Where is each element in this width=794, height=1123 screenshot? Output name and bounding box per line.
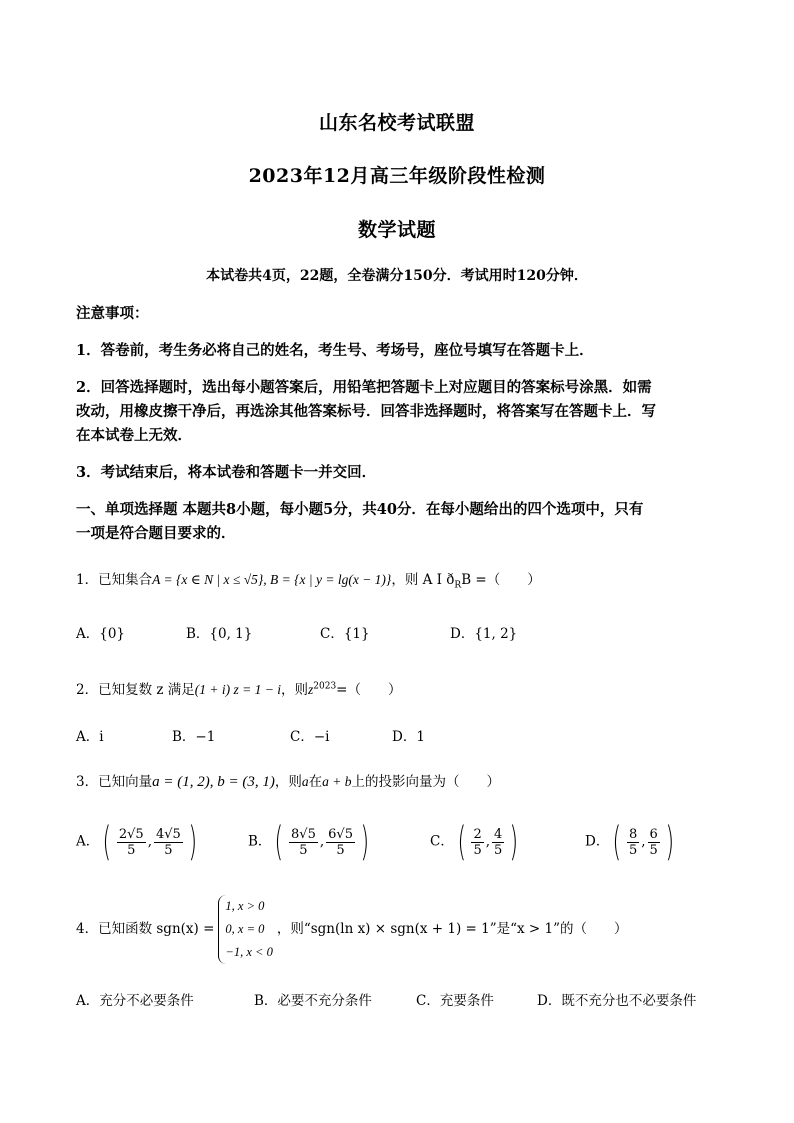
fraction <box>154 827 183 858</box>
question-1-stem <box>76 568 726 591</box>
note-2-line-2: 改动，用橡皮擦干净后，再选涂其他答案标号．回答非选择题时，将答案写在答题卡上．写 <box>76 403 656 420</box>
fraction <box>648 827 660 858</box>
q2-equation: (1 + i) z = 1 − i <box>194 682 281 697</box>
exam-info: 本试卷共4页，22题，全卷满分150分．考试用时120分钟． <box>206 268 588 284</box>
section-1-line-1: 一、单项选择题 本题共8小题，每小题5分，共40分．在每小题给出的四个选项中，只有 <box>76 501 644 518</box>
q4-case-3: −1, x < 0 <box>225 945 273 959</box>
right-paren-icon: ) <box>509 819 519 865</box>
numerator: 4√5 <box>155 826 181 842</box>
q2-option-c[interactable]: C．−i <box>290 729 330 745</box>
question-3-stem <box>76 770 726 791</box>
numerator: 8 <box>628 826 638 842</box>
denominator: 5 <box>494 842 503 858</box>
exam-league-title: 山东名校考试联盟 <box>318 112 475 134</box>
note-2-line-3: 在本试卷上无效． <box>76 427 192 444</box>
q3-end: 上的投影向量为（ ） <box>351 774 500 790</box>
denominator: 5 <box>164 842 173 858</box>
q1-prefix: 1．已知集合 <box>76 572 153 588</box>
notes-heading: 注意事项： <box>76 305 149 322</box>
right-paren-icon: ) <box>360 819 370 865</box>
question-4-stem <box>76 895 726 964</box>
q1-option-d[interactable]: D．{1, 2} <box>450 626 518 642</box>
q4-case-1: 1, x > 0 <box>225 899 265 913</box>
q2-option-b[interactable]: B．−1 <box>172 729 216 745</box>
fraction <box>492 827 504 858</box>
left-paren-icon: ( <box>274 819 284 865</box>
q4-option-a[interactable]: A．充分不必要条件 <box>76 993 194 1009</box>
fraction <box>627 827 639 858</box>
q4-piecewise-cases <box>218 895 272 964</box>
q4-option-c[interactable]: C．充要条件 <box>416 993 494 1009</box>
denominator: 5 <box>127 842 136 858</box>
section-1-line-2: 一项是符合题目要求的． <box>76 525 236 542</box>
denominator: 5 <box>628 842 638 858</box>
q2-exponent: 2023 <box>313 681 337 692</box>
numerator: 8√5 <box>291 826 316 842</box>
q3-option-d[interactable]: D．( $\frac{8}{5}$ , $\frac{6}{5}$ ) <box>585 819 674 865</box>
fraction <box>289 827 318 858</box>
q4-option-b[interactable]: B．必要不充分条件 <box>254 993 372 1009</box>
q3-option-c[interactable]: C．( $\frac{2}{5}$ , $\frac{4}{5}$ ) <box>430 819 519 865</box>
note-1: 1．答卷前，考生务必将自己的姓名，考生号、考场号，座位号填写在答题卡上． <box>76 342 594 359</box>
denominator: 5 <box>649 842 658 858</box>
note-3: 3．考试结束后，将本试卷和答题卡一并交回． <box>76 464 377 481</box>
q2-end: =（ ） <box>336 682 402 698</box>
subject-title: 数学试题 <box>357 219 436 241</box>
q1-option-a[interactable]: A．{0} <box>76 626 126 642</box>
q4-option-d[interactable]: D．既不充分也不必要条件 <box>537 993 697 1009</box>
numerator: 6 <box>649 826 658 842</box>
q3-mid: ，则 <box>274 774 302 790</box>
q3-option-c-label: C． <box>430 833 454 850</box>
denominator: 5 <box>336 842 345 858</box>
q3-a: a <box>301 774 309 789</box>
q3-option-b[interactable]: B．( $\frac{8√5}{5}$ , $\frac{6√5}{5}$ ) <box>248 819 370 865</box>
q1-sub: R <box>454 580 462 591</box>
q3-option-a-label: A． <box>76 833 100 850</box>
q1-suffix: ，则 A I ð <box>391 572 455 588</box>
q3-on: 在 <box>308 774 323 790</box>
numerator: 2 <box>473 826 482 842</box>
q2-prefix: 2．已知复数 z 满足 <box>76 682 195 698</box>
q2-z: z <box>308 682 314 697</box>
q1-option-c[interactable]: C．{1} <box>320 626 370 642</box>
left-paren-icon: ( <box>457 819 466 865</box>
q3-option-b-label: B． <box>248 833 272 850</box>
q3-a-plus-b: a + b <box>322 774 352 789</box>
q3-option-a[interactable]: A．( $\frac{2√5}{5}$ , $\frac{4√5}{5}$ ) <box>76 819 197 865</box>
note-2-line-1: 2．回答选择题时，选出每小题答案后，用铅笔把答题卡上对应题目的答案标号涂黑．如需 <box>76 379 652 396</box>
q1-set-a: A = {x ∈ N | x ≤ √5} <box>152 572 264 587</box>
right-paren-icon: ) <box>665 819 674 865</box>
q2-mid: ，则 <box>281 682 308 698</box>
q4-mid: ，则“sgn(ln x) × sgn(x + 1) = 1”是“x > 1”的（ ） <box>276 921 628 937</box>
numerator: 4 <box>494 826 503 842</box>
question-2-stem <box>76 678 726 698</box>
q4-case-2: 0, x = 0 <box>225 922 265 936</box>
exam-date-title: 2023年12月高三年级阶段性检测 <box>248 165 546 187</box>
left-paren-icon: ( <box>102 819 112 865</box>
q2-option-d[interactable]: D．1 <box>392 729 425 745</box>
fraction <box>117 827 146 858</box>
q3-vectors: a = (1, 2), b = (3, 1) <box>152 774 275 790</box>
numerator: 6√5 <box>328 826 353 842</box>
fraction <box>326 827 355 858</box>
fraction <box>471 827 483 858</box>
right-paren-icon: ) <box>188 819 197 865</box>
q2-option-a[interactable]: A．i <box>76 729 104 745</box>
q3-option-d-label: D． <box>585 833 610 850</box>
denominator: 5 <box>299 842 308 858</box>
numerator: 2√5 <box>118 826 144 842</box>
denominator: 5 <box>473 842 482 858</box>
q1-end: B =（ ） <box>461 572 541 588</box>
q1-set-b: , B = {x | y = lg(x − 1)} <box>263 572 392 587</box>
left-paren-icon: ( <box>612 819 622 865</box>
q3-prefix: 3．已知向量 <box>76 774 153 790</box>
q1-option-b[interactable]: B．{0, 1} <box>186 626 253 642</box>
q4-prefix: 4．已知函数 sgn(x) = <box>76 921 215 937</box>
